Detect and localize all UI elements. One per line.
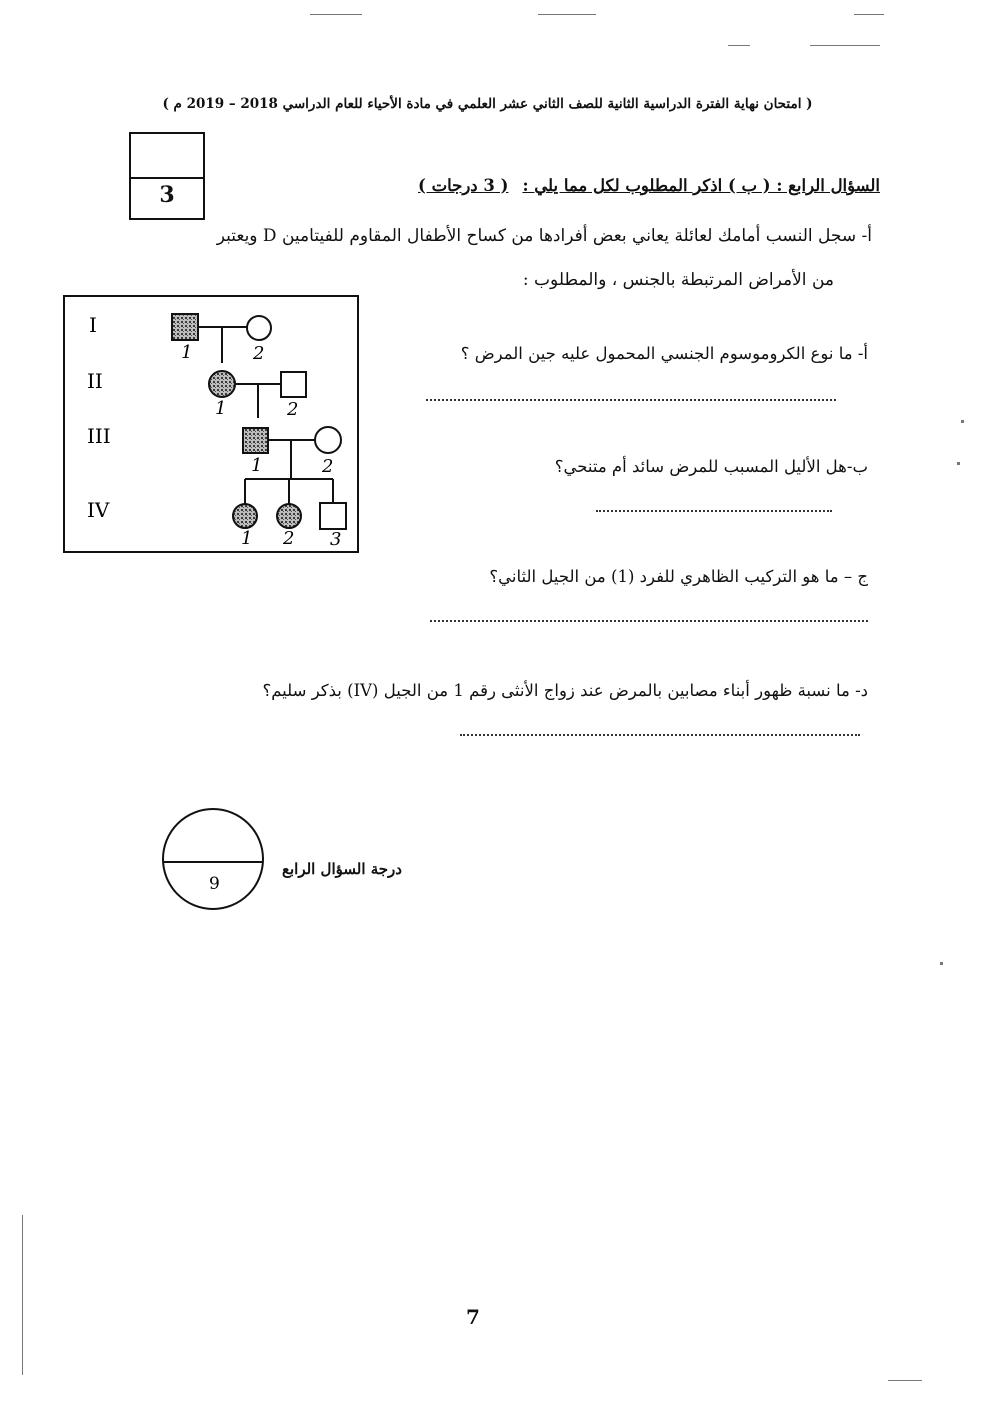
individual-IV-2-affected-female (277, 504, 301, 528)
individual-II-1-affected-female (209, 371, 235, 397)
answer-line-b[interactable] (596, 510, 832, 512)
scan-mark (961, 420, 964, 423)
scan-mark (957, 462, 960, 465)
individual-I-2-female (247, 316, 271, 340)
answer-line-d[interactable] (460, 734, 860, 736)
individual-III-1-affected-male (243, 428, 268, 453)
num-IV-1: 1 (241, 528, 253, 549)
scan-mark (810, 45, 880, 46)
question-item-a: أ- ما نوع الكروموسوم الجنسي المحمول عليه جين المرض ؟ (460, 344, 868, 363)
individual-IV-3-male (320, 503, 346, 529)
question-item-d: د- ما نسبة ظهور أبناء مصابين بالمرض عند زواج الأنثى رقم 1 من الجيل (IV) بذكر سليم؟ (262, 681, 868, 700)
exam-header: ( امتحان نهاية الفترة الدراسية الثانية للصف الثاني عشر العلمي في مادة الأحياء للعام الدراسي 2018 – 2019 م ) (162, 96, 813, 112)
gen-label-III: III (87, 424, 111, 448)
intro-line-2: من الأمراض المرتبطة بالجنس ، والمطلوب : (522, 270, 834, 290)
num-IV-3: 3 (330, 529, 342, 550)
answer-line-a[interactable] (426, 399, 836, 401)
question-item-c: ج – ما هو التركيب الظاهري للفرد (1) من الجيل الثاني؟ (489, 567, 868, 586)
num-IV-2: 2 (283, 528, 295, 549)
score-box (129, 132, 205, 220)
scan-mark (940, 962, 943, 965)
pedigree-chart (63, 295, 359, 553)
num-III-1: 1 (251, 455, 263, 476)
individual-IV-1-affected-female (233, 504, 257, 528)
individual-III-2-female (315, 427, 341, 453)
pedigree-svg (65, 297, 357, 551)
answer-line-c[interactable] (430, 620, 868, 622)
num-III-2: 2 (322, 456, 334, 477)
num-I-2: 2 (253, 343, 265, 364)
scan-mark (888, 1380, 922, 1381)
final-score-label: درجة السؤال الرابع (282, 860, 402, 878)
question-item-b: ب-هل الأليل المسبب للمرض سائد أم متنحي؟ (554, 457, 868, 476)
question-title (418, 176, 880, 195)
final-score-total: 9 (209, 874, 220, 894)
score-box-value: 3 (159, 182, 175, 208)
final-score-circle (160, 806, 270, 916)
scan-mark (854, 14, 884, 15)
question-marks: ( 3 درجات ) (418, 176, 509, 195)
intro-line-1: أ- سجل النسب أمامك لعائلة يعاني بعض أفرادها من كساح الأطفال المقاوم للفيتامين D ويعتبر (216, 226, 872, 246)
scan-mark (728, 45, 750, 46)
gen-label-IV: IV (87, 498, 110, 522)
individual-II-2-male (281, 372, 306, 397)
page-number: 7 (466, 1305, 480, 1329)
individual-I-1-affected-male (172, 314, 198, 340)
score-box-divider (131, 177, 203, 179)
num-I-1: 1 (181, 342, 193, 363)
gen-label-II: II (87, 369, 103, 393)
scan-mark (310, 14, 362, 15)
scan-mark (22, 1215, 23, 1375)
question-title-text: السؤال الرابع : ( ب ) اذكر المطلوب لكل مما يلي : (522, 176, 880, 195)
num-II-2: 2 (287, 399, 299, 420)
num-II-1: 1 (215, 398, 227, 419)
scan-mark (538, 14, 596, 15)
gen-label-I: I (89, 313, 97, 337)
